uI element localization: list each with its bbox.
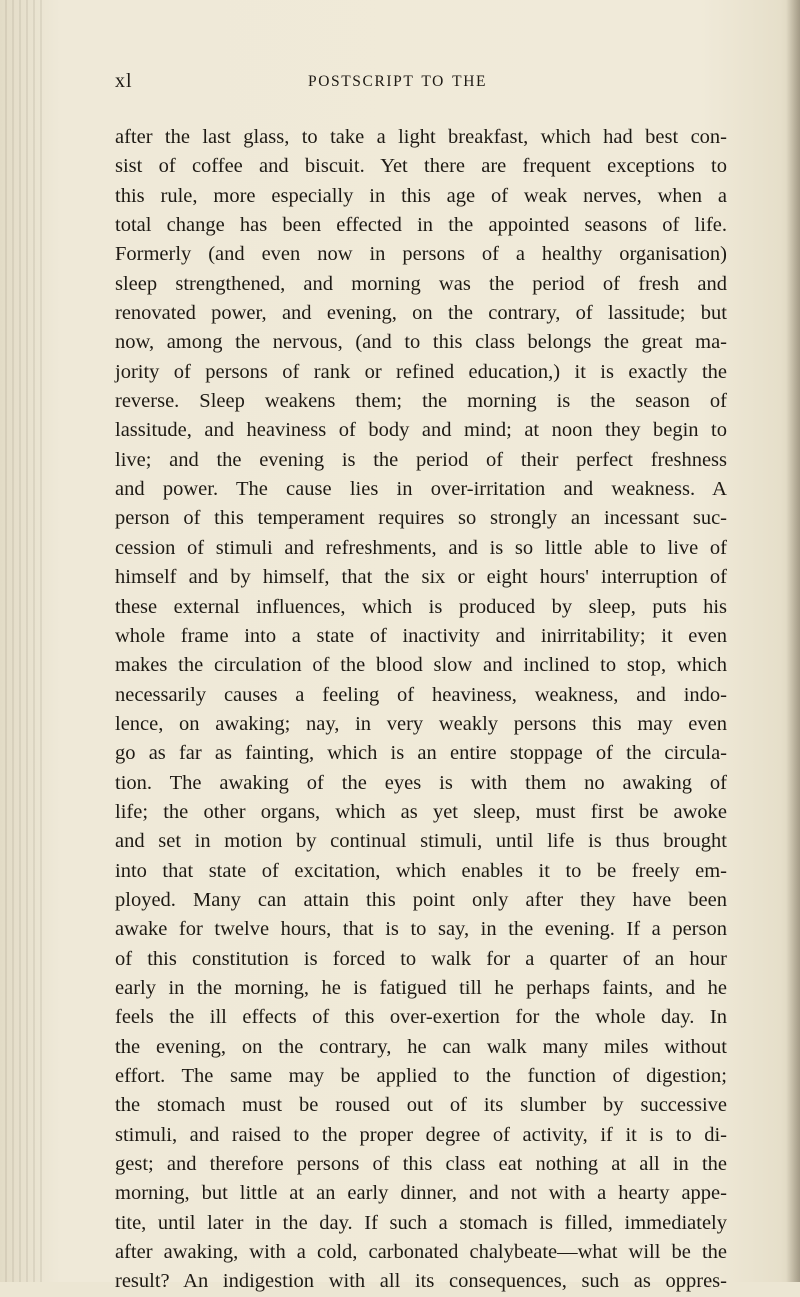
text-line: sleep strengthened, and morning was the period of fresh and <box>115 272 727 295</box>
text-line: the stomach must be roused out of its slumber by successive <box>115 1094 727 1117</box>
text-line: person of this temperament requires so strongly an incessant suc- <box>115 507 727 530</box>
running-head-title: POSTSCRIPT TO THE <box>308 73 488 90</box>
text-line: ployed. Many can attain this point only after they have been <box>115 888 727 911</box>
text-line: lence, on awaking; nay, in very weakly persons this may even <box>115 712 727 735</box>
text-line: reverse. Sleep weakens them; the morning is the season of <box>115 390 727 413</box>
text-line: tite, until later in the day. If such a stomach is filled, immediately <box>115 1211 727 1234</box>
text-line: these external influences, which is produced by sleep, puts his <box>115 595 727 618</box>
text-line: stimuli, and raised to the proper degree of activity, if it is to di- <box>115 1123 727 1146</box>
text-line: life; the other organs, which as yet sleep, must first be awoke <box>115 800 727 823</box>
text-line: awake for twelve hours, that is to say, in the evening. If a person <box>115 918 727 941</box>
text-line: and power. The cause lies in over-irritation and weakness. A <box>115 478 727 501</box>
page-number: xl <box>115 70 133 92</box>
text-line: jority of persons of rank or refined education,) it is exactly the <box>115 360 727 383</box>
text-line: whole frame into a state of inactivity and inirritability; it even <box>115 624 727 647</box>
text-line: tion. The awaking of the eyes is with them no awaking of <box>115 771 727 794</box>
text-line: early in the morning, he is fatigued till he perhaps faints, and he <box>115 976 727 999</box>
text-line: morning, but little at an early dinner, and not with a hearty appe- <box>115 1182 727 1205</box>
text-line: now, among the nervous, (and to this class belongs the great ma- <box>115 331 727 354</box>
text-line: necessarily causes a feeling of heaviness, weakness, and indo- <box>115 683 727 706</box>
text-line: effort. The same may be applied to the function of digestion; <box>115 1065 727 1087</box>
text-line: of this constitution is forced to walk for a quarter of an hour <box>115 947 727 970</box>
text-line: himself and by himself, that the six or eight hours' interruption of <box>115 566 727 589</box>
text-line: renovated power, and evening, on the contrary, of lassitude; but <box>115 302 727 325</box>
text-line: result? An indigestion with all its consequences, such as oppres- <box>115 1270 727 1293</box>
text-line: makes the circulation of the blood slow and inclined to stop, which <box>115 654 727 677</box>
page-binding-shadow <box>0 0 42 1282</box>
text-line: feels the ill effects of this over-exertion for the whole day. In <box>115 1006 727 1029</box>
text-line: the evening, on the contrary, he can walk many miles without <box>115 1035 727 1058</box>
text-line: after awaking, with a cold, carbonated chalybeate—what will be the <box>115 1241 727 1264</box>
text-line: and set in motion by continual stimuli, until life is thus brought <box>115 830 727 853</box>
text-line: Formerly (and even now in persons of a healthy organisation) <box>115 243 727 266</box>
running-head <box>115 70 715 96</box>
page-edge-shadow <box>786 0 800 1282</box>
text-line: cession of stimuli and refreshments, and is so little able to live of <box>115 536 727 559</box>
text-line: gest; and therefore persons of this class eat nothing at all in the <box>115 1153 727 1176</box>
text-line: total change has been effected in the appointed seasons of life. <box>115 214 727 237</box>
text-line: this rule, more especially in this age of weak nerves, when a <box>115 184 727 207</box>
text-line: sist of coffee and biscuit. Yet there are frequent exceptions to <box>115 155 727 178</box>
text-line: after the last glass, to take a light breakfast, which had best con- <box>115 126 727 148</box>
text-line: live; and the evening is the period of their perfect freshness <box>115 448 727 471</box>
text-line: into that state of excitation, which enables it to be freely em- <box>115 859 727 882</box>
text-line: lassitude, and heaviness of body and mind; at noon they begin to <box>115 419 727 442</box>
body-text <box>115 123 727 1297</box>
text-line: go as far as fainting, which is an entire stoppage of the circula- <box>115 742 727 765</box>
